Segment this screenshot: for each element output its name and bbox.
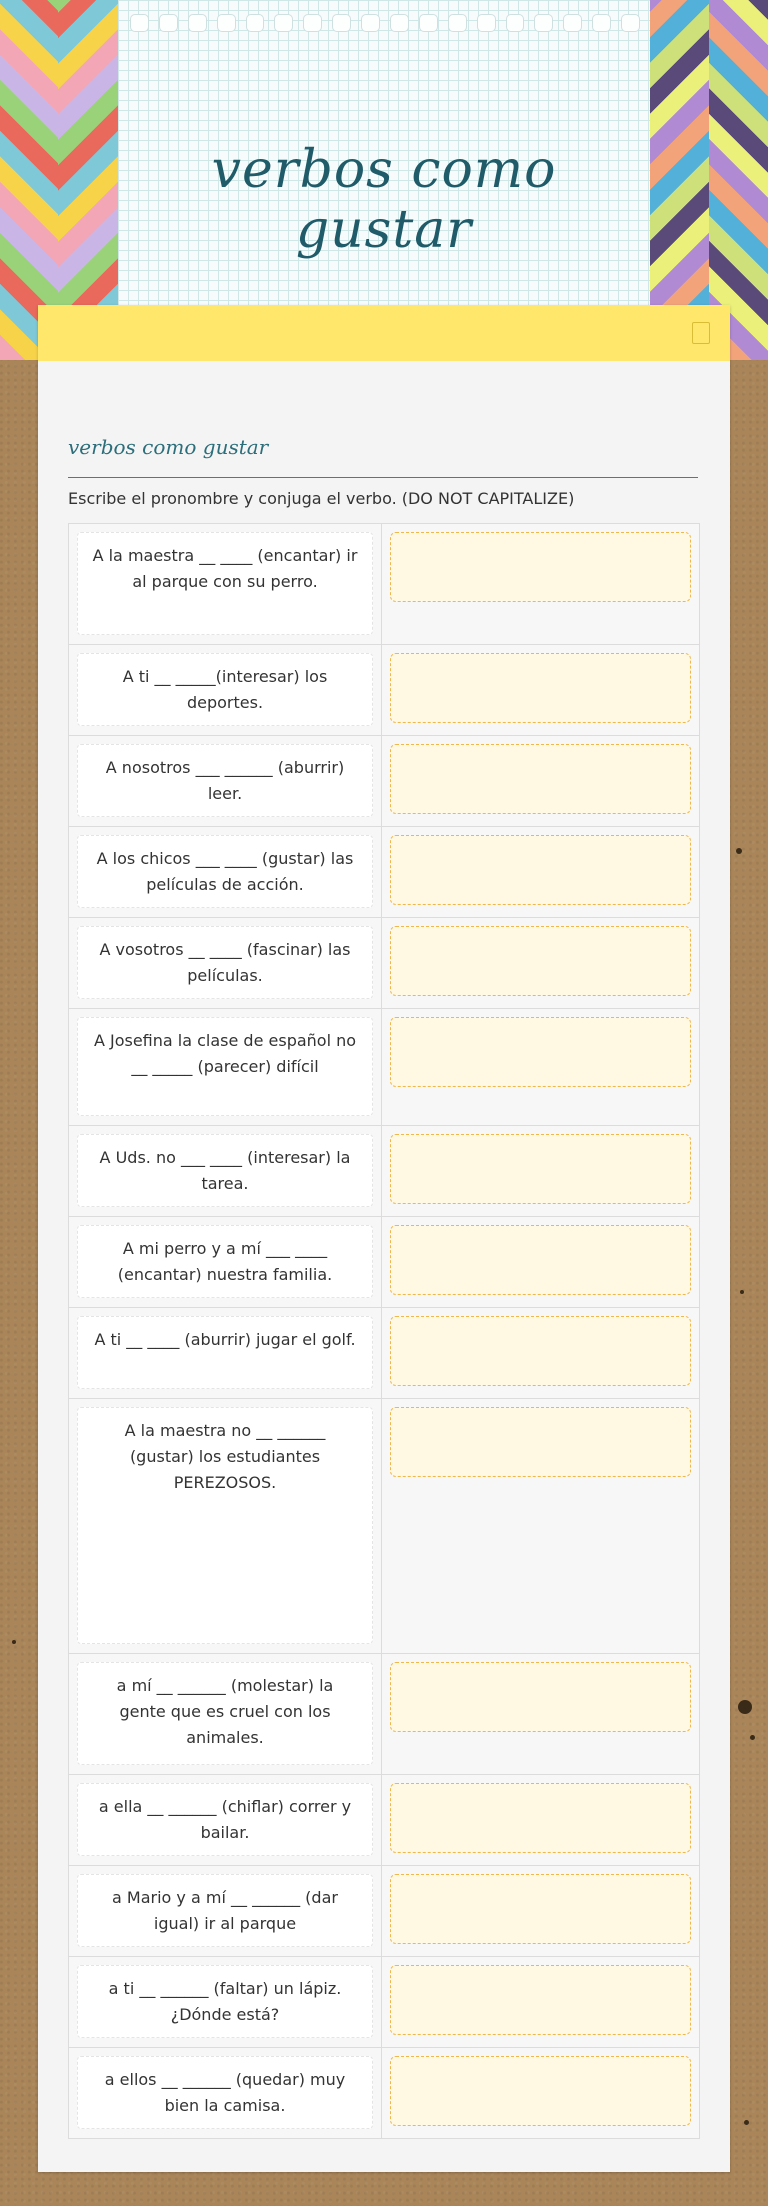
question-text: a mí __ ______ (molestar) la gente que es cruel con los animales.	[77, 1662, 373, 1765]
speck	[744, 2120, 749, 2125]
table-row	[69, 826, 699, 917]
answer-drop-zone[interactable]	[390, 1662, 691, 1732]
question-text: A nosotros ___ ______ (aburrir) leer.	[77, 744, 373, 817]
question-cell	[69, 1399, 382, 1653]
question-cell	[69, 1217, 382, 1307]
answer-drop-zone[interactable]	[390, 1874, 691, 1944]
speck	[736, 848, 742, 854]
answer-drop-zone[interactable]	[390, 1225, 691, 1295]
question-cell	[69, 1126, 382, 1216]
question-cell	[69, 1866, 382, 1956]
toolbar	[38, 305, 730, 361]
question-text: A la maestra __ ____ (encantar) ir al parque con su perro.	[77, 532, 373, 635]
speck	[12, 1640, 16, 1644]
table-row	[69, 1216, 699, 1307]
answer-cell	[382, 2048, 699, 2138]
question-cell	[69, 1308, 382, 1398]
answer-drop-zone[interactable]	[390, 744, 691, 814]
question-cell	[69, 524, 382, 644]
answer-drop-zone[interactable]	[390, 2056, 691, 2126]
table-row	[69, 1008, 699, 1125]
speck	[740, 1290, 744, 1294]
answer-drop-zone[interactable]	[390, 1965, 691, 2035]
instructions: Escribe el pronombre y conjuga el verbo. (DO NOT CAPITALIZE)	[68, 489, 575, 508]
question-cell	[69, 2048, 382, 2138]
notebook-holes	[130, 14, 640, 32]
table-row	[69, 644, 699, 735]
question-cell	[69, 1957, 382, 2047]
banner-title: verbos como gustar	[211, 140, 557, 260]
question-cell	[69, 1654, 382, 1774]
answer-drop-zone[interactable]	[390, 835, 691, 905]
question-text: a ti __ ______ (faltar) un lápiz. ¿Dónde está?	[77, 1965, 373, 2038]
question-cell	[69, 1775, 382, 1865]
question-text: A Josefina la clase de español no __ _____ (parecer) difícil	[77, 1017, 373, 1116]
section-title: verbos como gustar	[68, 435, 269, 459]
question-table	[68, 523, 700, 2139]
table-row	[69, 917, 699, 1008]
table-row	[69, 2047, 699, 2138]
answer-cell	[382, 1654, 699, 1774]
table-row	[69, 1398, 699, 1653]
table-row	[69, 1125, 699, 1216]
answer-cell	[382, 1399, 699, 1653]
question-text: a Mario y a mí __ ______ (dar igual) ir al parque	[77, 1874, 373, 1947]
question-cell	[69, 1009, 382, 1125]
worksheet	[38, 305, 730, 2172]
question-cell	[69, 827, 382, 917]
table-row	[69, 524, 699, 644]
speck	[750, 1735, 755, 1740]
answer-cell	[382, 1126, 699, 1216]
table-row	[69, 1653, 699, 1774]
answer-drop-zone[interactable]	[390, 926, 691, 996]
document-icon[interactable]	[692, 322, 710, 344]
answer-cell	[382, 736, 699, 826]
answer-cell	[382, 524, 699, 644]
answer-cell	[382, 827, 699, 917]
answer-cell	[382, 1775, 699, 1865]
answer-cell	[382, 1217, 699, 1307]
answer-cell	[382, 918, 699, 1008]
divider	[68, 477, 698, 478]
speck	[738, 1700, 752, 1714]
answer-drop-zone[interactable]	[390, 1316, 691, 1386]
table-row	[69, 735, 699, 826]
question-text: A mi perro y a mí ___ ____ (encantar) nuestra familia.	[77, 1225, 373, 1298]
answer-cell	[382, 1308, 699, 1398]
question-text: A los chicos ___ ____ (gustar) las películas de acción.	[77, 835, 373, 908]
answer-cell	[382, 1957, 699, 2047]
question-text: A ti __ _____(interesar) los deportes.	[77, 653, 373, 726]
question-cell	[69, 918, 382, 1008]
table-row	[69, 1774, 699, 1865]
answer-drop-zone[interactable]	[390, 1134, 691, 1204]
question-cell	[69, 736, 382, 826]
question-text: a ella __ ______ (chiflar) correr y bailar.	[77, 1783, 373, 1856]
question-cell	[69, 645, 382, 735]
answer-drop-zone[interactable]	[390, 1407, 691, 1477]
table-row	[69, 1307, 699, 1398]
table-row	[69, 1956, 699, 2047]
question-text: A vosotros __ ____ (fascinar) las películas.	[77, 926, 373, 999]
answer-drop-zone[interactable]	[390, 532, 691, 602]
table-row	[69, 1865, 699, 1956]
answer-drop-zone[interactable]	[390, 1017, 691, 1087]
answer-cell	[382, 1866, 699, 1956]
answer-cell	[382, 645, 699, 735]
answer-cell	[382, 1009, 699, 1125]
question-text: A la maestra no __ ______ (gustar) los estudiantes PEREZOSOS.	[77, 1407, 373, 1644]
answer-drop-zone[interactable]	[390, 1783, 691, 1853]
answer-drop-zone[interactable]	[390, 653, 691, 723]
question-text: A Uds. no ___ ____ (interesar) la tarea.	[77, 1134, 373, 1207]
question-text: a ellos __ ______ (quedar) muy bien la camisa.	[77, 2056, 373, 2129]
question-text: A ti __ ____ (aburrir) jugar el golf.	[77, 1316, 373, 1389]
